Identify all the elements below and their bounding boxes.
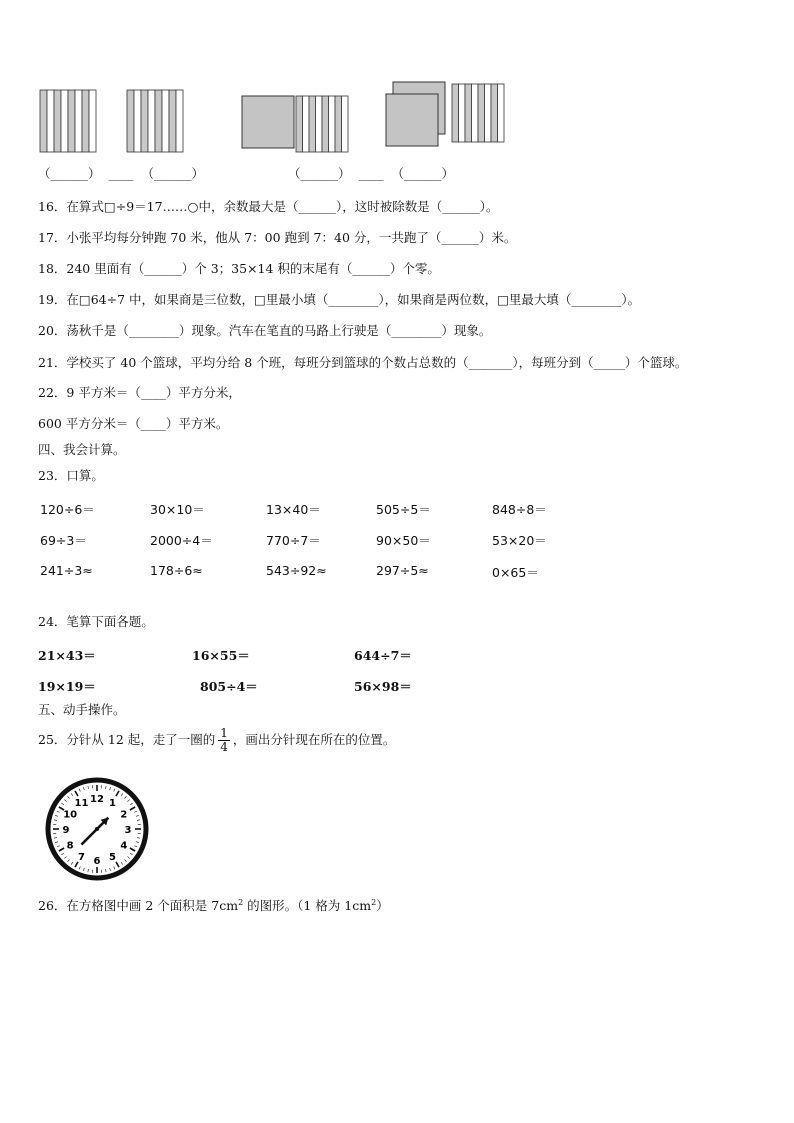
clock-number: 3 [124,825,132,836]
blank-6: （______） [391,166,454,181]
clock-number: 11 [74,798,89,810]
q26-mid: 的图形。（1 格为 1cm [243,898,372,914]
question-23: 23．口算。 [38,468,104,483]
figure-blanks-left [38,166,204,182]
q26-pre: 26．在方格图中画 2 个面积是 7cm [38,898,239,914]
oral-calc-item: 90×50＝ [376,533,431,548]
q26-sup1: 2 [238,898,244,907]
q25-pre: 25．分针从 12 起，走了一圈的 [38,732,216,747]
question-25 [38,722,395,758]
hundred-square-1 [242,96,294,148]
written-calc-item: 21×43＝ [38,648,96,663]
oral-calc-item: 297÷5≈ [376,563,429,578]
oral-calc-item: 30×10＝ [150,502,205,517]
question-21: 21．学校买了 40 个篮球，平均分给 8 个班，每班分到篮球的个数占总数的（_______），每班分到（_____）个篮球。 [38,355,688,370]
question-18: 18．240 里面有（______）个 3；35×14 积的末尾有（______）个零。 [38,261,440,276]
clock-number: 12 [90,794,104,805]
clock-number: 2 [120,809,128,821]
q26-post: ） [376,898,389,914]
oral-calc-item: 13×40＝ [266,502,321,517]
place-value-figures [0,0,794,160]
q26-sup2: 2 [371,898,377,907]
clock-number: 5 [109,851,116,863]
hundred-square-3 [386,94,438,146]
fraction-denominator: 4 [220,740,228,754]
written-calc-item: 805÷4＝ [200,679,258,694]
clock-center [95,827,99,831]
oral-calc-item: 178÷6≈ [150,563,203,578]
rod-group-4 [452,84,504,142]
oral-calc-item: 2000÷4＝ [150,533,213,548]
written-calc-item: 19×19＝ [38,679,96,694]
rod-group-3 [296,96,348,152]
figure-blanks-right [288,166,454,182]
question-19: 19．在□64÷7 中，如果商是三位数，□里最小填（________），如果商是两位数，□里最大填（________）。 [38,292,641,307]
written-calc-item: 16×55＝ [192,648,250,663]
blank-1: （______） [38,166,101,181]
clock-number: 1 [109,798,116,810]
blank-2: ____ [108,166,134,181]
q25-post: ，画出分针现在所在的位置。 [232,732,396,747]
clock-face [42,774,152,884]
oral-calc-item: 543÷92≈ [266,563,327,578]
oral-calc-item: 848÷8＝ [492,502,547,517]
question-20: 20．荡秋千是（________）现象。汽车在笔直的马路上行驶是（________）现象。 [38,323,492,338]
clock-number: 10 [63,809,78,821]
fraction-numerator: 1 [220,726,228,740]
question-16: 16．在算式□÷9＝17……○中，余数最大是（______），这时被除数是（______）。 [38,199,499,214]
rod-group-2 [127,90,183,152]
clock-number: 7 [78,851,85,863]
question-22b: 600 平方分米＝（____）平方米。 [38,416,229,431]
clock-number: 9 [62,825,70,836]
oral-calc-item: 120÷6＝ [40,502,95,517]
section-4-title: 四、我会计算。 [38,442,126,457]
oral-calc-item: 0×65＝ [492,565,539,580]
fraction-one-quarter [218,727,230,754]
written-calc-item: 644÷7＝ [354,648,412,663]
oral-calc-item: 241÷3≈ [40,563,93,578]
section-5-title: 五、动手操作。 [38,702,126,717]
question-24: 24．笔算下面各题。 [38,614,154,629]
blank-4: （______） [288,166,351,181]
written-calc-item: 56×98＝ [354,679,412,694]
clock-number: 8 [66,840,74,852]
oral-calc-item: 53×20＝ [492,533,547,548]
oral-calc-item: 505÷5＝ [376,502,431,517]
clock-number: 4 [120,840,128,852]
clock-number: 6 [93,856,101,867]
oral-calc-item: 770÷7＝ [266,533,321,548]
blank-5: ____ [358,166,384,181]
oral-calc-item: 69÷3＝ [40,533,87,548]
question-17: 17．小张平均每分钟跑 70 米，他从 7：00 跑到 7：40 分，一共跑了（______）米。 [38,230,517,245]
blank-3: （______） [141,166,204,181]
question-22a: 22．9 平方米＝（____）平方分米， [38,385,241,400]
rod-group-1 [40,90,96,152]
question-26 [38,895,389,914]
